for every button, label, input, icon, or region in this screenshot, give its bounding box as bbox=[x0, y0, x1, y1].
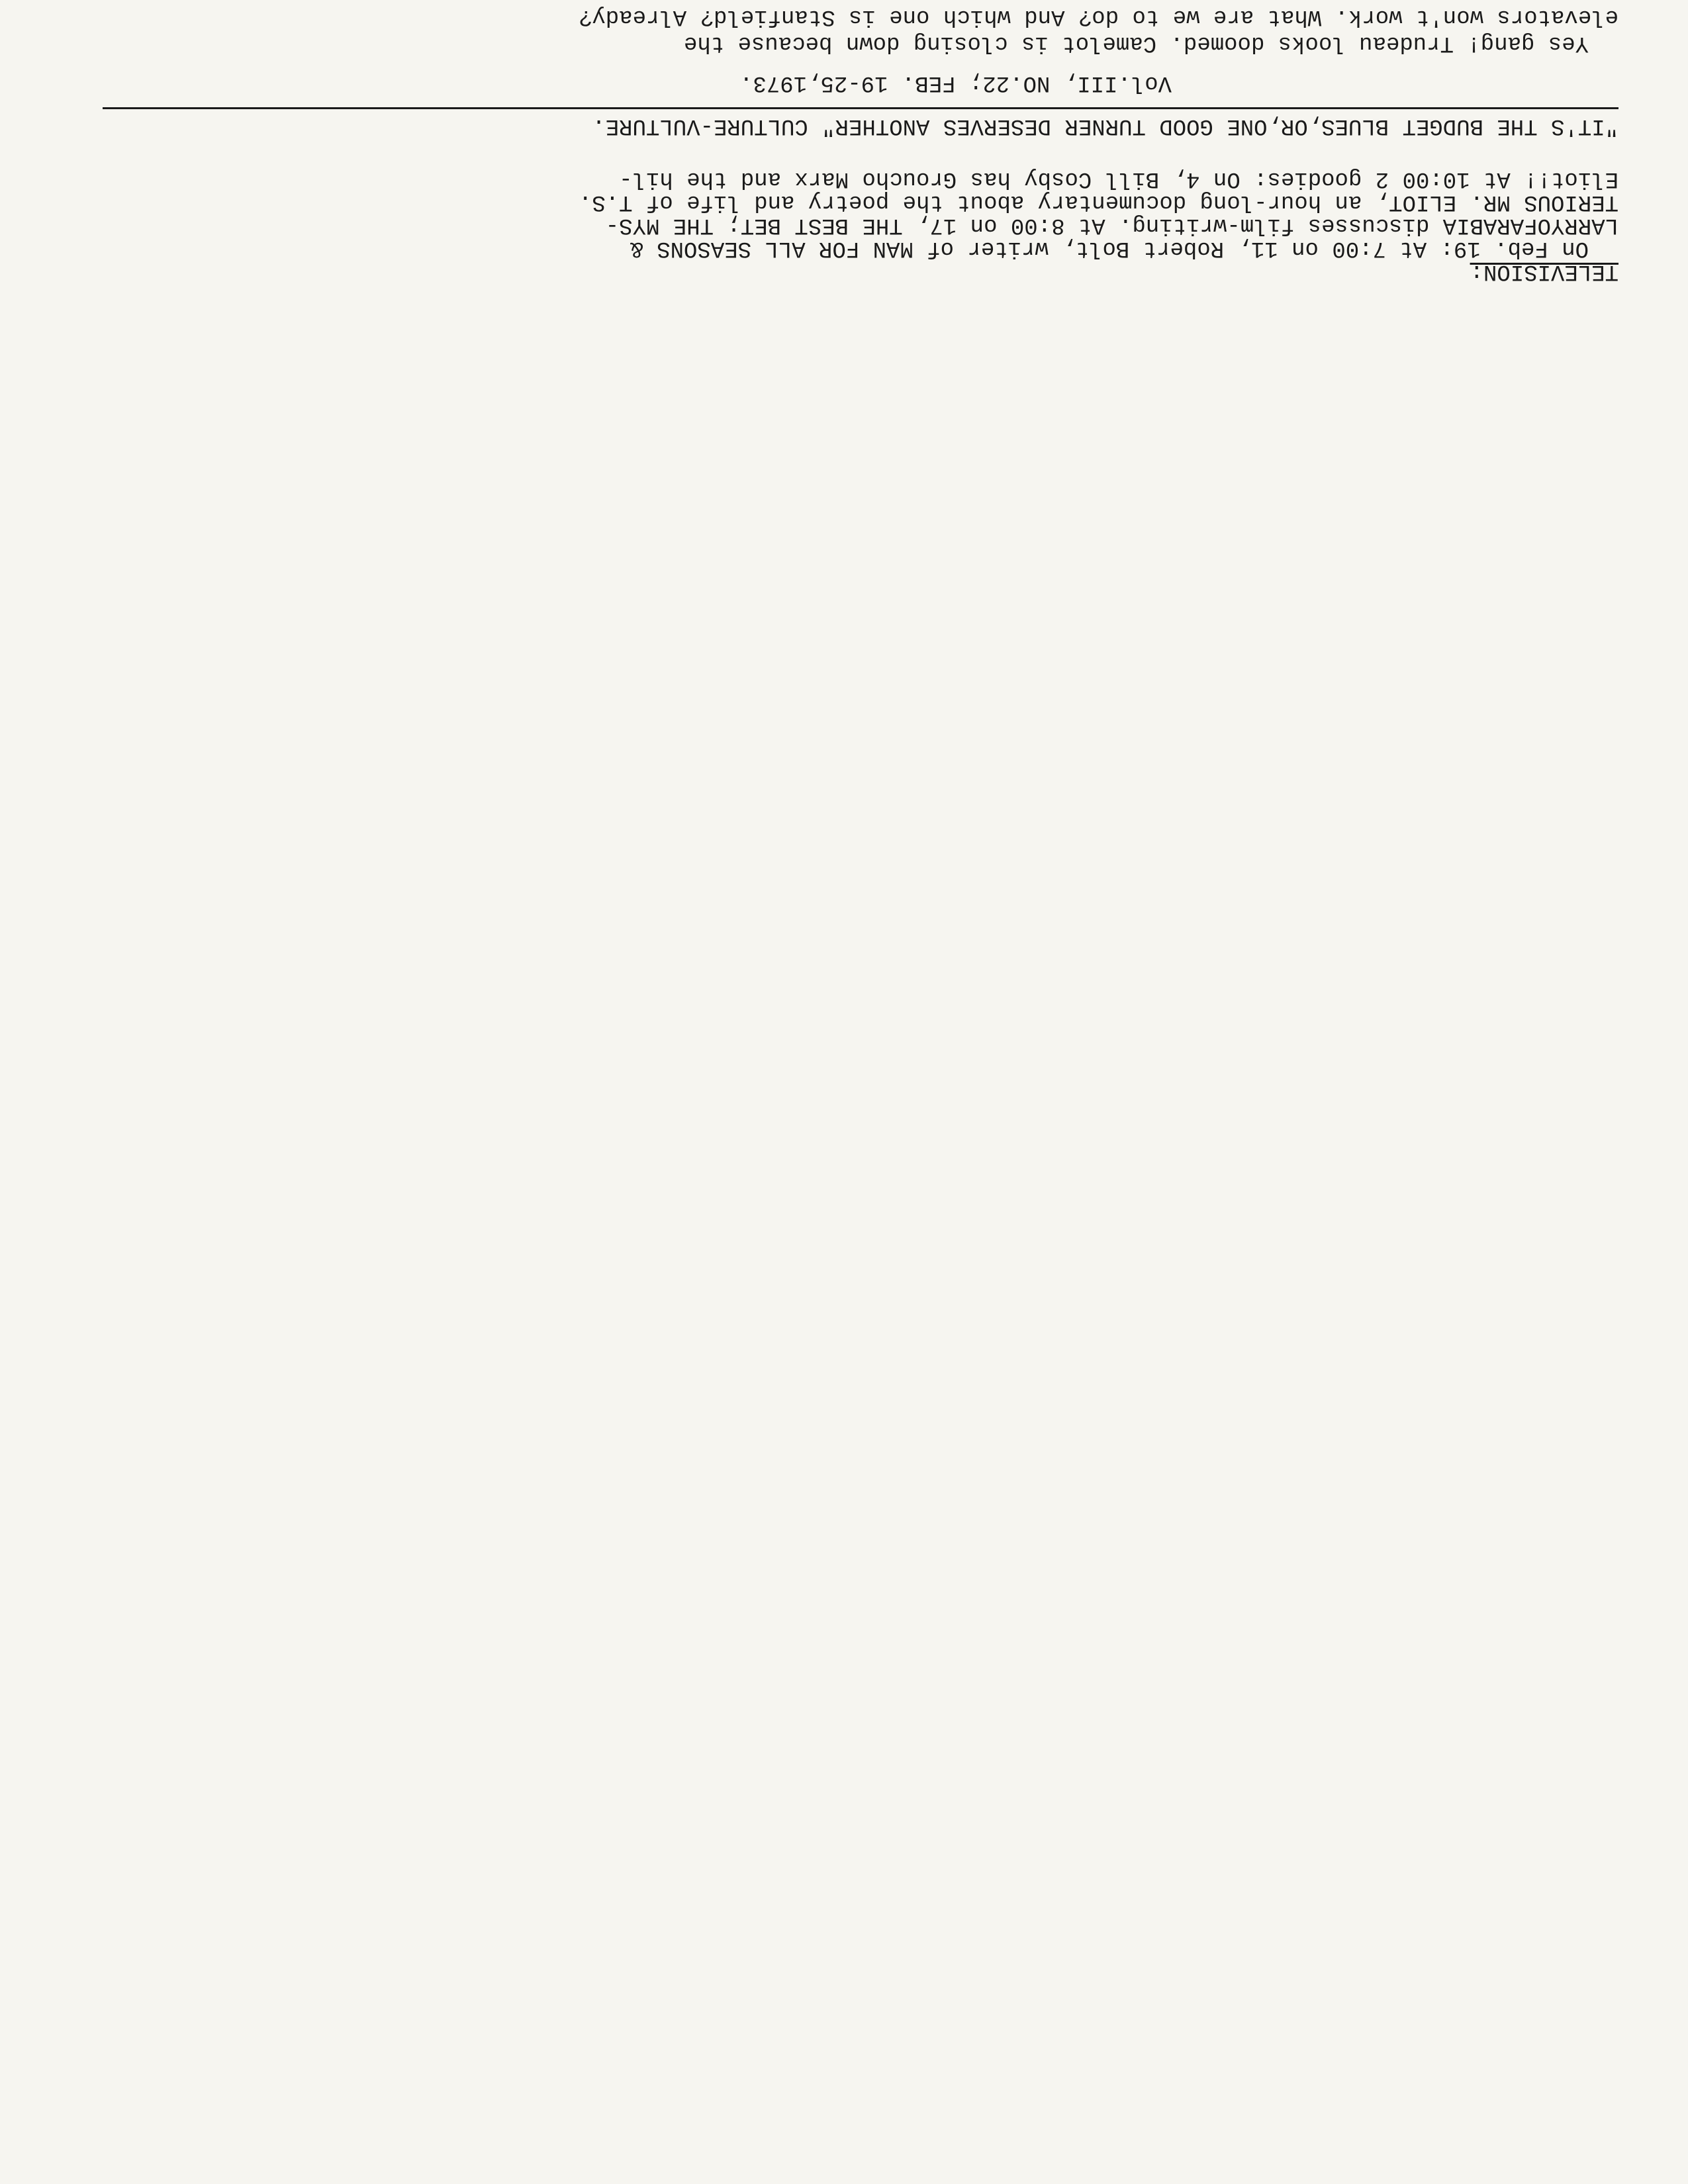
intro-line-2: elevators won't work. What are we to do? And which one is Stanfield? Already? bbox=[578, 4, 1618, 29]
issue-line: Vol.III, NO.22; FEB. 19-25,1973. bbox=[739, 70, 1172, 95]
title-underline bbox=[103, 107, 1618, 109]
newsletter-title: "IT'S THE BUDGET BLUES,OR,ONE GOOD TURNER DESERVES ANOTHER" CULTURE-VULTURE. bbox=[592, 113, 1618, 138]
tv-line: On Feb. 19: At 7:00 on 11, Robert Bolt, writer of MAN FOR ALL SEASONS & bbox=[630, 236, 1589, 261]
tv-line: TERIOUS MR. ELIOT, an hour-long documentary about the poetry and life of T.S. bbox=[578, 189, 1618, 214]
tv-line: LARRYOFARABIA discusses film-writing. At 8:00 on 17, THE BEST BET; THE MYS- bbox=[605, 212, 1618, 238]
intro-line-1: Yes gang! Trudeau looks doomed. Camelot is closing down because the bbox=[683, 30, 1589, 56]
tv-line: Eliot!! At 10:00 2 goodies: On 4, Bill Cosby has Groucho Marx and the hil- bbox=[619, 166, 1618, 191]
television-heading: TELEVISION: bbox=[1470, 259, 1618, 284]
